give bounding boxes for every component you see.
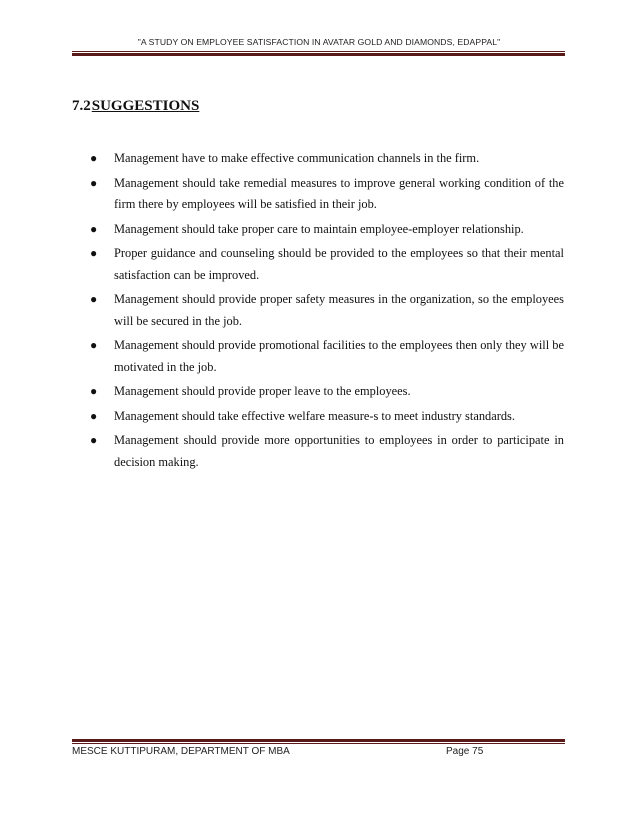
section-number: 7.2 xyxy=(72,98,91,114)
list-item: ● Management should provide promotional facilities to the employees then only they will be motivated in the job. xyxy=(90,335,564,378)
list-item: ● Management have to make effective communication channels in the firm. xyxy=(90,148,564,170)
bullet-icon: ● xyxy=(90,246,98,260)
footer-department: MESCE KUTTIPURAM, DEPARTMENT OF MBA xyxy=(72,746,290,757)
section-heading xyxy=(72,98,199,115)
bullet-icon: ● xyxy=(90,408,98,423)
list-item: ● Management should take proper care to maintain employee-employer relationship. xyxy=(90,219,564,241)
footer-rule-thick xyxy=(72,739,565,742)
bullet-icon: ● xyxy=(90,384,98,398)
list-item: ● Management should provide proper leave to the employees. xyxy=(90,381,564,403)
bullet-icon: ● xyxy=(90,175,98,190)
footer-page-number: Page 75 xyxy=(446,746,484,757)
section-title: SUGGESTIONS xyxy=(91,98,200,114)
suggestions-list xyxy=(90,148,564,476)
header-rule-thin xyxy=(72,51,565,52)
list-item: ● Management should provide proper safety measures in the organization, so the employees will be secured in the job. xyxy=(90,289,564,332)
list-item: ● Management should take remedial measures to improve general working condition of the firm there by employees will be satisfied in their job. xyxy=(90,173,564,216)
footer-rule-thin xyxy=(72,743,565,744)
page-header-title: "A STUDY ON EMPLOYEE SATISFACTION IN AVATAR GOLD AND DIAMONDS, EDAPPAL" xyxy=(137,37,501,47)
list-item: ● Management should provide more opportunities to employees in order to participate in decision making. xyxy=(90,430,564,473)
list-item: ● Proper guidance and counseling should be provided to the employees so that their mental satisfaction can be improved. xyxy=(90,243,564,286)
list-item: ● Management should take effective welfare measure-s to meet industry standards. xyxy=(90,406,564,428)
bullet-icon: ● xyxy=(90,221,98,236)
bullet-icon: ● xyxy=(90,292,98,306)
bullet-icon: ● xyxy=(90,151,98,165)
bullet-icon: ● xyxy=(90,433,98,447)
page-footer xyxy=(72,746,565,757)
bullet-icon: ● xyxy=(90,338,98,352)
header-rule-thick xyxy=(72,53,565,56)
